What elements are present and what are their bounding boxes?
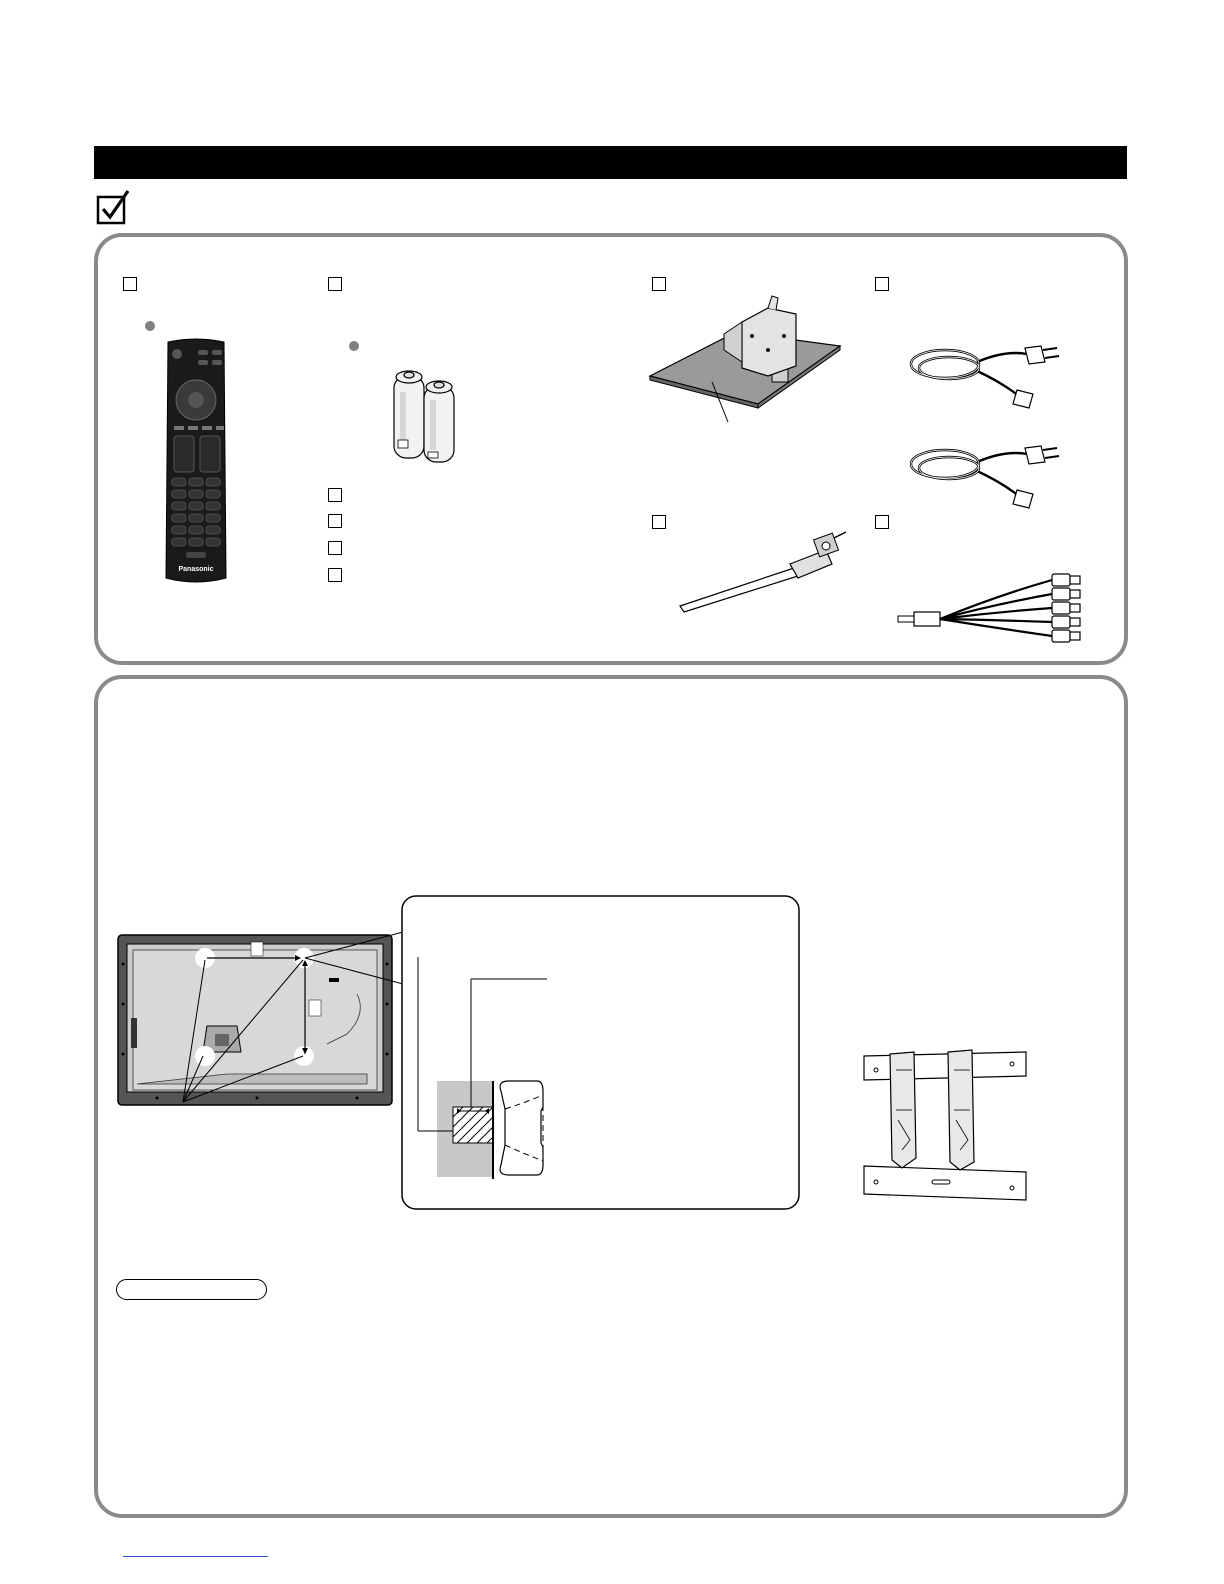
wall-bracket-image [862,1050,1028,1206]
footer-link-underline[interactable] [123,1556,268,1557]
remote-brand-logo: Panasonic [178,566,214,573]
screw-detail-callout [401,895,801,1211]
note-label-pill [116,1279,267,1300]
